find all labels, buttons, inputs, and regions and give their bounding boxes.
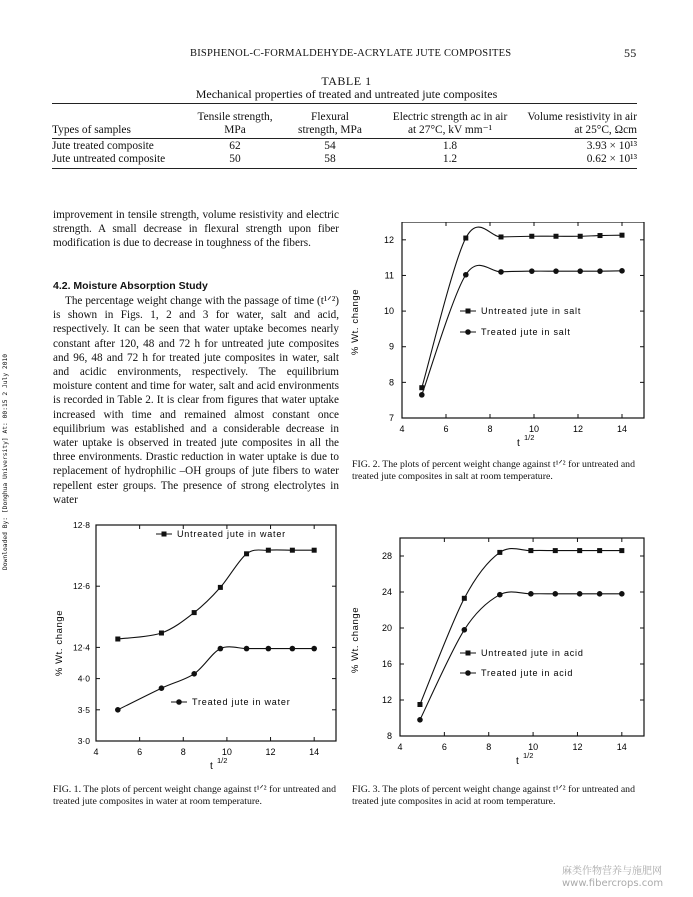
- legend-marker-square: [466, 309, 471, 314]
- x-tick-label: 8: [487, 424, 493, 434]
- data-point-square: [266, 548, 271, 553]
- data-point-square: [159, 631, 164, 636]
- x-tick-label: 8: [486, 742, 492, 752]
- y-tick-label: 3·5: [77, 704, 90, 715]
- series-line: [118, 550, 314, 639]
- data-point-circle: [311, 646, 317, 652]
- x-tick-label: 10: [221, 747, 232, 757]
- y-tick-label: 20: [381, 623, 392, 633]
- y-tick-label: 11: [384, 270, 394, 281]
- data-point-square: [244, 551, 249, 556]
- x-tick-label: 6: [443, 424, 449, 434]
- data-point-square: [598, 233, 603, 238]
- data-point-circle: [528, 591, 534, 597]
- download-stamp: Downloaded By: [Donghua University] At: 00:15 2 July 2010: [2, 353, 9, 570]
- legend-marker-circle: [176, 699, 182, 705]
- legend-label: Untreated jute in water: [177, 529, 286, 539]
- data-point-circle: [191, 671, 197, 677]
- data-point-circle: [619, 591, 625, 597]
- data-point-circle: [597, 591, 603, 597]
- data-point-square: [619, 548, 624, 553]
- table-top-rule: [52, 103, 637, 104]
- y-tick-label: 10: [383, 306, 394, 317]
- x-axis-label-exponent: 1/2: [524, 433, 535, 442]
- figure-3-chart: [346, 530, 646, 778]
- y-tick-label: 16: [381, 659, 392, 669]
- x-tick-label: 6: [137, 747, 143, 757]
- data-point-circle: [417, 717, 423, 723]
- x-tick-label: 12: [265, 747, 276, 757]
- y-tick-label: 12·6: [72, 581, 90, 592]
- col-header-resistivity: Volume resistivity in air at 25°C, Ωcm: [527, 111, 637, 136]
- paragraph-2: The percentage weight change with the passage of time (t¹ᐟ²) is shown in Figs. 1, 2 and 3 for water, salt and acid, respectively. It can be seen that water uptake becomes nearly constant after 120, 48 and 72 h for untreated jute composites and 96, 48 and 72 h for treated jute composites in water, salt and acidic environments, respectively. The equilibrium moisture content and time for water, salt and acid environments is recorded in Table 2. It is clear from figures that water uptake increased with time and remained almost constant once equilibrium was established and a considerable decrease in water uptake is observed in treated jute composites in all the three environments. Drastic reduction in water uptake is due to replacement of hydrophilic –OH groups of jute fibers to water repellent ester groups. The presence of strong electrolytes in water: [53, 295, 339, 506]
- x-tick-label: 4: [397, 742, 403, 752]
- y-tick-label: 8: [388, 377, 394, 388]
- data-point-square: [499, 234, 504, 239]
- data-point-circle: [266, 646, 272, 652]
- y-tick-label: 9: [388, 341, 394, 352]
- x-axis-label: t: [517, 438, 520, 449]
- data-point-square: [462, 596, 467, 601]
- running-title: BISPHENOL-C-FORMALDEHYDE-ACRYLATE JUTE COMPOSITES: [190, 48, 512, 59]
- figure-1-chart: [52, 515, 342, 777]
- x-tick-label: 12: [572, 424, 584, 434]
- data-point-square: [290, 548, 295, 553]
- plot-frame: [402, 222, 644, 418]
- plot-frame: [96, 525, 336, 741]
- data-point-square: [554, 234, 559, 239]
- table-bottom-rule: [52, 168, 637, 169]
- data-point-circle: [419, 392, 425, 398]
- data-point-circle: [463, 272, 469, 278]
- data-point-circle: [497, 592, 503, 598]
- x-tick-label: 14: [616, 742, 627, 752]
- x-tick-label: 6: [441, 742, 447, 752]
- x-tick-label: 4: [399, 424, 405, 434]
- y-tick-label: 24: [381, 587, 392, 597]
- data-point-circle: [462, 627, 468, 633]
- data-point-square: [497, 550, 502, 555]
- data-point-circle: [244, 646, 250, 652]
- col-header-tensile: Tensile strength, MPa: [197, 111, 273, 136]
- legend-label: Untreated jute in salt: [481, 306, 582, 316]
- col-header-sample: Types of samples: [52, 124, 131, 136]
- section-heading: 4.2. Moisture Absorption Study: [53, 280, 208, 292]
- mechanical-properties-table: [52, 107, 637, 166]
- y-tick-label: 12: [383, 234, 394, 245]
- figure-1-caption: FIG. 1. The plots of percent weight change against t¹ᐟ² for untreated and treated jute composites in water at room temperature.: [53, 784, 336, 807]
- data-point-circle: [218, 646, 224, 652]
- data-point-circle: [290, 646, 296, 652]
- x-axis-label: t: [516, 756, 519, 767]
- data-point-square: [417, 702, 422, 707]
- col-header-electric: Electric strength ac in air at 27°C, kV mm⁻¹: [392, 111, 508, 136]
- data-point-square: [192, 610, 197, 615]
- data-point-circle: [553, 268, 559, 274]
- x-tick-label: 14: [309, 747, 320, 757]
- col-header-flexural: Flexural strength, MPa: [298, 111, 362, 136]
- table-row: Jute untreated composite 50 58 1.2 0.62 × 10¹³: [52, 153, 637, 165]
- y-tick-label: 12·8: [72, 520, 90, 530]
- legend-marker-square: [162, 532, 167, 537]
- x-axis-label-exponent: 1/2: [217, 756, 228, 765]
- x-axis-label-exponent: 1/2: [523, 751, 534, 760]
- legend-label: Treated jute in acid: [481, 668, 574, 678]
- data-point-square: [578, 234, 583, 239]
- figure-2-chart: [346, 222, 646, 452]
- data-point-circle: [529, 268, 535, 274]
- data-point-square: [312, 548, 317, 553]
- y-tick-label: 12·4: [72, 642, 90, 653]
- y-axis-label: % Wt. change: [350, 606, 361, 674]
- x-tick-label: 10: [528, 742, 539, 752]
- data-point-circle: [115, 707, 121, 713]
- data-point-square: [529, 234, 534, 239]
- page-number: 55: [624, 46, 637, 60]
- data-point-square: [553, 548, 558, 553]
- series-line: [420, 549, 622, 705]
- data-point-circle: [597, 268, 603, 274]
- data-point-circle: [159, 685, 165, 691]
- legend-marker-circle: [465, 329, 471, 335]
- figure-2-caption: FIG. 2. The plots of percent weight change against t¹ᐟ² for untreated and treated jute composites in salt at room temperature.: [352, 459, 635, 482]
- data-point-square: [528, 548, 533, 553]
- y-tick-label: 7: [388, 413, 394, 423]
- x-tick-label: 10: [528, 424, 540, 434]
- data-point-square: [218, 585, 223, 590]
- table-row: Jute treated composite 62 54 1.8 3.93 × 10¹³: [52, 140, 637, 152]
- y-tick-label: 3·0: [77, 736, 90, 746]
- y-tick-label: 28: [381, 551, 392, 561]
- legend-marker-circle: [465, 670, 471, 676]
- y-axis-label: % Wt. change: [350, 288, 361, 356]
- data-point-square: [577, 548, 582, 553]
- data-point-square: [597, 548, 602, 553]
- plot-frame: [400, 538, 644, 736]
- table-caption: Mechanical properties of treated and untreated jute composites: [195, 87, 498, 101]
- legend-label: Treated jute in water: [192, 697, 291, 707]
- legend-label: Treated jute in salt: [481, 327, 571, 337]
- data-point-circle: [577, 268, 583, 274]
- paragraph-1: improvement in tensile strength, volume resistivity and electric strength. A small decrease in flexural strength upon fiber modification is due to decrease in toughness of the fibers.: [53, 209, 339, 250]
- y-tick-label: 8: [386, 731, 392, 741]
- data-point-square: [620, 233, 625, 238]
- data-point-square: [115, 637, 120, 642]
- data-point-square: [463, 236, 468, 241]
- data-point-circle: [498, 269, 504, 275]
- data-point-circle: [577, 591, 583, 597]
- data-point-circle: [619, 268, 625, 274]
- watermark: 麻类作物营养与施肥网 www.fibercrops.com: [562, 866, 664, 889]
- y-tick-label: 4·0: [77, 673, 90, 684]
- table-label: TABLE 1: [321, 74, 372, 88]
- legend-marker-square: [466, 651, 471, 656]
- x-tick-label: 14: [616, 424, 628, 434]
- x-axis-label: t: [210, 761, 213, 772]
- x-tick-label: 8: [180, 747, 186, 757]
- x-tick-label: 12: [572, 742, 583, 752]
- x-tick-label: 4: [93, 747, 99, 757]
- y-tick-label: 12: [381, 695, 392, 705]
- legend-label: Untreated jute in acid: [481, 648, 584, 658]
- data-point-circle: [552, 591, 558, 597]
- y-axis-label: % Wt. change: [54, 609, 65, 677]
- figure-3-caption: FIG. 3. The plots of percent weight change against t¹ᐟ² for untreated and treated jute composites in acid at room temperature.: [352, 784, 635, 807]
